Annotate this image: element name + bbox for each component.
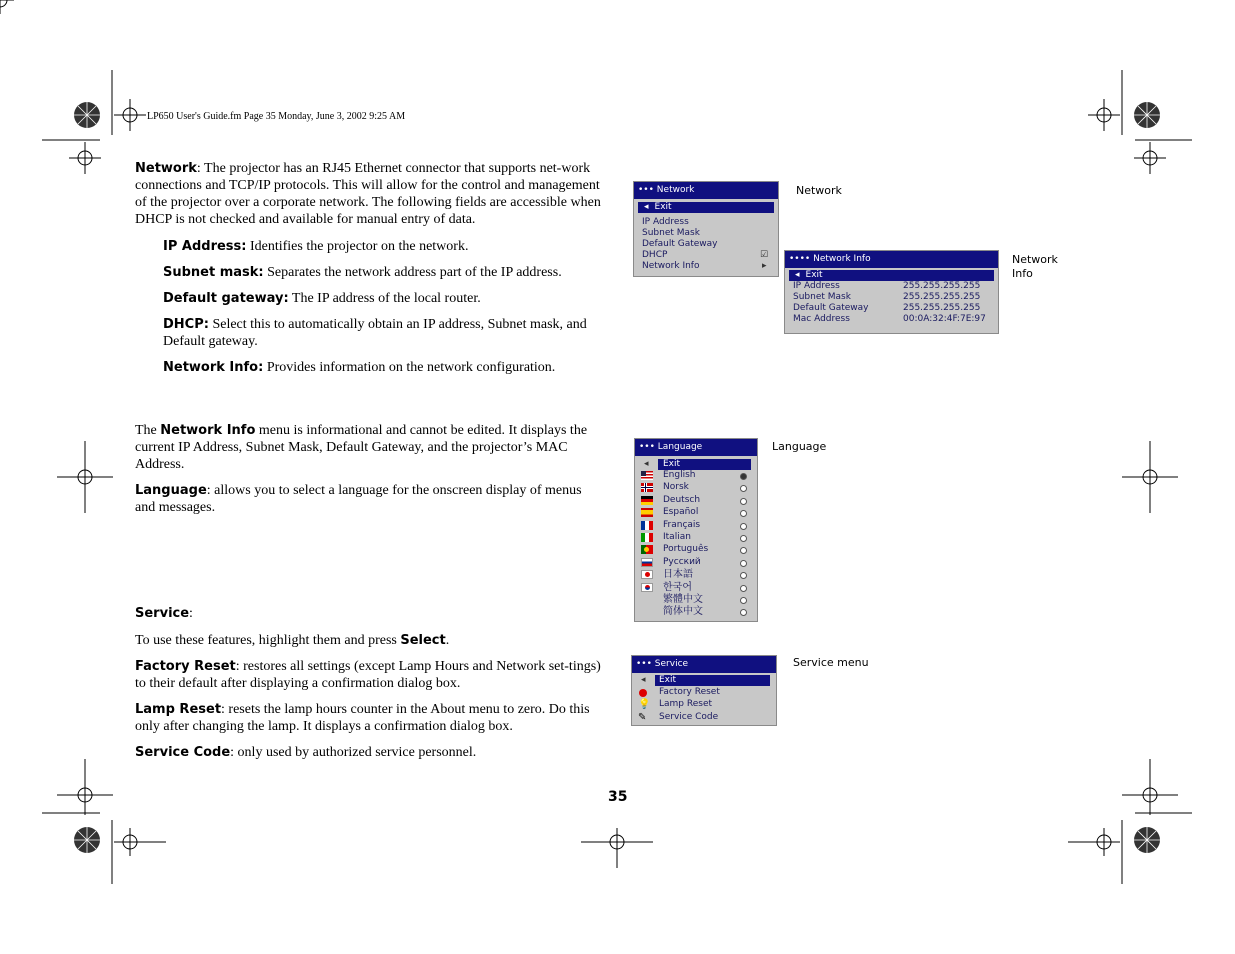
network-info-description: The Network Info menu is informational and cannot be edited. It displays the current IP Address, Subnet Mask, Default Gateway, and the projector’s MAC Address. bbox=[135, 423, 588, 472]
subnet-mask-paragraph: Subnet mask: Separates the network address part of the IP address. bbox=[163, 265, 562, 280]
language-item-francais[interactable]: Français bbox=[635, 520, 757, 532]
network-info-menu-exit[interactable]: ◂ Exit bbox=[789, 270, 994, 281]
language-menu-exit[interactable]: ◂ Exit bbox=[635, 459, 757, 470]
language-item-korean[interactable]: 한국어 bbox=[635, 582, 757, 594]
radio-icon[interactable] bbox=[740, 523, 747, 530]
network-menu-item-subnet-mask[interactable]: Subnet Mask bbox=[642, 228, 700, 238]
radio-icon[interactable] bbox=[740, 498, 747, 505]
spain-flag-icon bbox=[641, 508, 653, 517]
network-menu bbox=[633, 181, 779, 277]
network-menu-item-network-info[interactable]: Network Info ▸ bbox=[642, 261, 767, 271]
body-text-3 bbox=[135, 605, 603, 761]
file-header: LP650 User's Guide.fm Page 35 Monday, June 3, 2002 9:25 AM bbox=[147, 111, 406, 122]
network-info-row: Mac Address 00:0A:32:4F:7E:97 bbox=[793, 314, 986, 324]
service-item-factory-reset[interactable]: Factory Reset bbox=[632, 687, 776, 699]
factory-reset-paragraph: Factory Reset: restores all settings (except Lamp Hours and Network set-tings) to their default after displaying a confirmation dialog box. bbox=[135, 659, 601, 691]
language-item-norsk[interactable]: Norsk bbox=[635, 482, 757, 494]
radio-icon[interactable] bbox=[740, 510, 747, 517]
lamp-icon: 💡 bbox=[638, 699, 651, 711]
language-menu-title: ••• Language bbox=[635, 439, 757, 456]
back-arrow-icon: ◂ bbox=[644, 459, 649, 469]
caption-language: Language bbox=[772, 440, 827, 453]
language-item-italian[interactable]: Italian bbox=[635, 532, 757, 544]
service-code-paragraph: Service Code: only used by authorized service personnel. bbox=[135, 745, 477, 760]
stop-icon bbox=[639, 689, 647, 697]
service-item-service-code[interactable]: ✎ Service Code bbox=[638, 711, 719, 723]
caption-network-info: Network Info bbox=[1012, 253, 1058, 280]
caption-network: Network bbox=[796, 184, 842, 197]
back-arrow-icon: ◂ bbox=[641, 675, 646, 685]
radio-icon[interactable] bbox=[740, 609, 747, 616]
service-menu bbox=[631, 655, 777, 726]
network-info-menu bbox=[784, 250, 999, 334]
language-item-portugues[interactable]: Português bbox=[635, 544, 757, 556]
network-menu-exit[interactable]: ◂ Exit bbox=[638, 202, 774, 213]
language-item-japanese[interactable]: 日本語 bbox=[635, 569, 757, 581]
language-item-english[interactable]: English bbox=[635, 470, 757, 482]
network-info-row: IP Address 255.255.255.255 bbox=[793, 281, 981, 291]
radio-selected-icon[interactable] bbox=[740, 473, 747, 480]
korea-flag-icon bbox=[641, 583, 653, 592]
radio-icon[interactable] bbox=[740, 485, 747, 492]
germany-flag-icon bbox=[641, 496, 653, 505]
network-menu-title: ••• Network bbox=[634, 182, 778, 199]
dhcp-checkbox-checked-icon[interactable]: ☑ bbox=[760, 250, 769, 260]
language-item-deutsch[interactable]: Deutsch bbox=[635, 495, 757, 507]
language-item-traditional-chinese[interactable]: 繁體中文 bbox=[635, 594, 757, 606]
language-item-espanol[interactable]: Español bbox=[635, 507, 757, 519]
italy-flag-icon bbox=[641, 533, 653, 542]
france-flag-icon bbox=[641, 521, 653, 530]
russia-flag-icon bbox=[641, 558, 653, 567]
service-intro: To use these features, highlight them and press Select. bbox=[135, 633, 450, 648]
network-menu-item-default-gateway[interactable]: Default Gateway bbox=[642, 239, 718, 249]
radio-icon[interactable] bbox=[740, 585, 747, 592]
radio-icon[interactable] bbox=[740, 535, 747, 542]
us-flag-icon bbox=[641, 471, 653, 480]
language-paragraph: Language: allows you to select a language for the onscreen display of menus and messages. bbox=[135, 483, 582, 515]
network-info-row: Subnet Mask 255.255.255.255 bbox=[793, 292, 981, 302]
service-menu-title: ••• Service bbox=[632, 656, 776, 673]
network-menu-item-ip-address[interactable]: IP Address bbox=[642, 217, 689, 227]
language-item-simplified-chinese[interactable]: 简体中文 bbox=[635, 606, 757, 618]
service-menu-exit[interactable]: ◂ Exit bbox=[632, 675, 776, 687]
radio-icon[interactable] bbox=[740, 560, 747, 567]
language-menu bbox=[634, 438, 758, 622]
service-item-lamp-reset[interactable]: 💡 Lamp Reset bbox=[638, 699, 713, 711]
norway-flag-icon bbox=[641, 483, 653, 492]
portugal-flag-icon bbox=[641, 545, 653, 554]
wrench-icon: ✎ bbox=[638, 711, 647, 723]
body-text-2 bbox=[135, 422, 603, 516]
caption-service: Service menu bbox=[793, 656, 869, 669]
network-info-row: Default Gateway 255.255.255.255 bbox=[793, 303, 981, 313]
ip-address-paragraph: IP Address: Identifies the projector on the network. bbox=[163, 239, 469, 254]
radio-icon[interactable] bbox=[740, 547, 747, 554]
network-info-menu-title: •••• Network Info bbox=[785, 251, 998, 268]
network-menu-item-dhcp[interactable]: DHCP ☑ bbox=[642, 250, 769, 260]
japan-flag-icon bbox=[641, 570, 653, 579]
radio-icon[interactable] bbox=[740, 597, 747, 604]
network-paragraph: Network: The projector has an RJ45 Ethernet connector that supports net-work connections and TCP/IP protocols. This will allow for the control and management of the projector over a corporate network. The following fields are accessible when DHCP is not checked and available for manual entry of data. bbox=[135, 161, 601, 227]
service-heading: Service: bbox=[135, 606, 193, 621]
dhcp-paragraph: DHCP: Select this to automatically obtain an IP address, Subnet mask, and Default gateway. bbox=[163, 317, 587, 349]
lamp-reset-paragraph: Lamp Reset: resets the lamp hours counter in the About menu to zero. Do this only after changing the lamp. It displays a confirmation dialog box. bbox=[135, 702, 590, 734]
body-text bbox=[135, 160, 603, 376]
page-number: 35 bbox=[608, 789, 628, 805]
radio-icon[interactable] bbox=[740, 572, 747, 579]
default-gateway-paragraph: Default gateway: The IP address of the local router. bbox=[163, 291, 481, 306]
submenu-arrow-icon: ▸ bbox=[762, 261, 767, 271]
network-info-paragraph: Network Info: Provides information on the network configuration. bbox=[163, 360, 556, 375]
language-item-russian[interactable]: Русский bbox=[635, 557, 757, 569]
